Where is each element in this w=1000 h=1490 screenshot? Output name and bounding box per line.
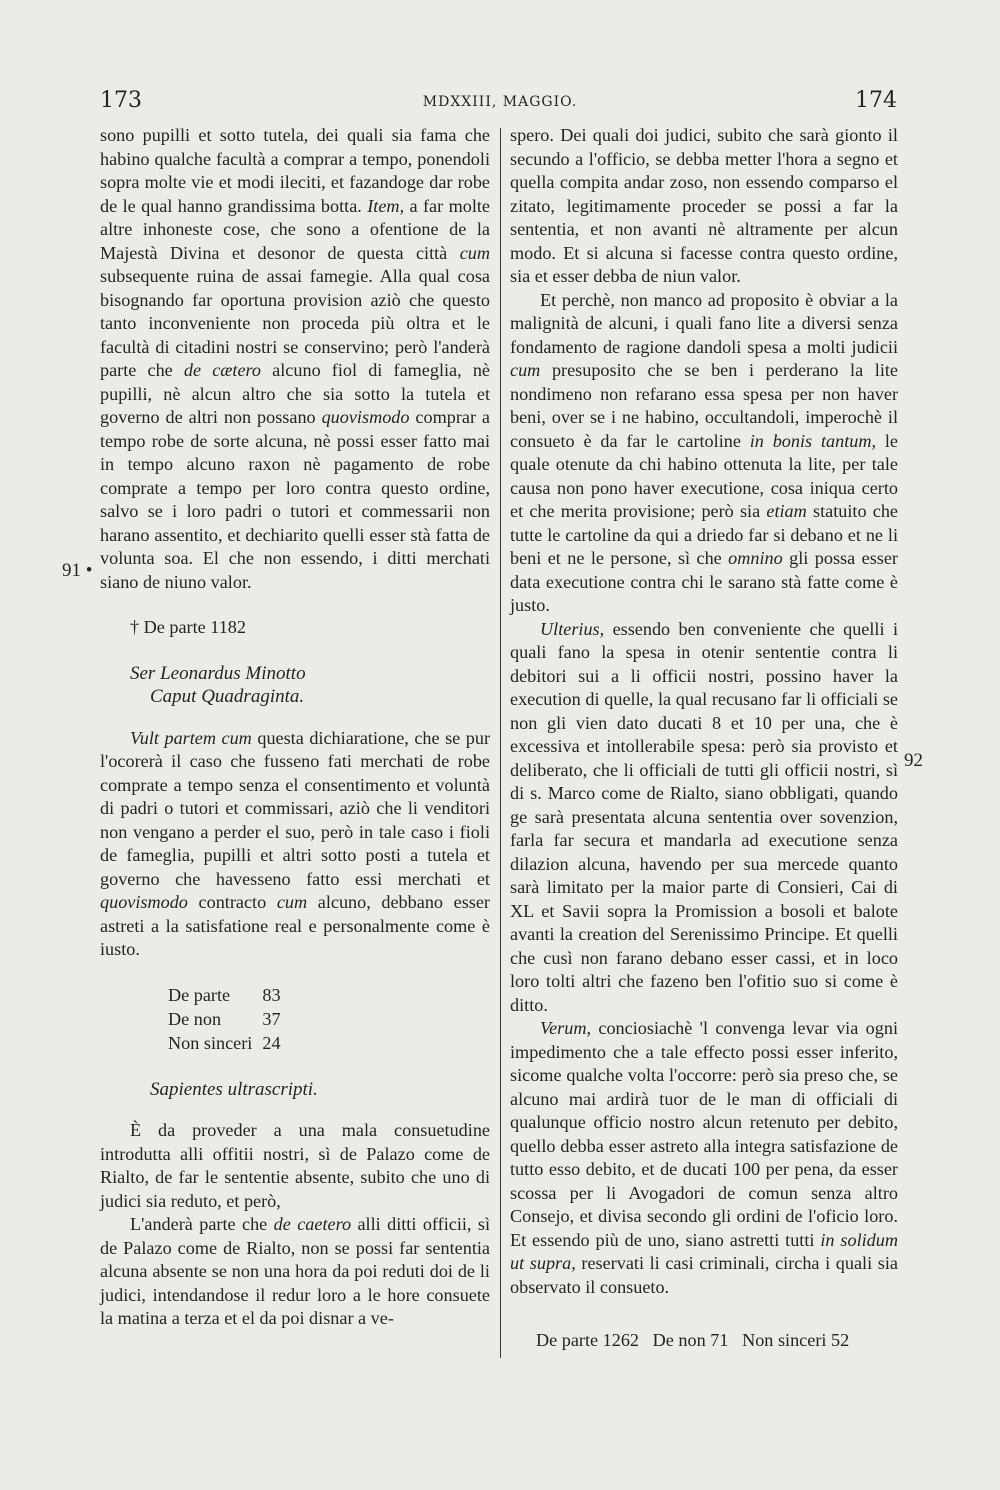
speaker-name: Ser Leonardus Minotto: [130, 662, 306, 684]
left-page-number: 173: [100, 88, 142, 113]
page-header: [0, 88, 1000, 118]
right-paragraph-3: Ulterius, essendo ben conveniente che quelli i quali fano la spesa in otenir sententie contra li debitori sui a li officii nostri, possino haver la execution di quelle, la qual recusano far li officiali se non gli vien dato ducati 8 et 10 per una, che è excessiva et intollerabile spesa: però sia provisto et deliberato, che li officiali de tutti gli officii nostri, sì di s. Marco come de Rialto, siano obbligati, quando ge sarà presentata alcuna sententia over sovenzion, farla far secura et mandarla ad executione senza dilazion alcuna, havendo per sua mercede quanto sarà limitato per la maior parte di Consieri, Cai di XL et Savii sopra la Promission a bosoli et balote avanti la creation del Serenissimo Principe. Et quelli che cusì non farano debano esser cassi, et in loco loro tolti altri che fazeno ben l'ofitio suo si come è ditto.: [510, 618, 898, 1015]
tally-label: Non sinceri: [168, 1032, 253, 1053]
margin-note-right: 92: [904, 750, 923, 771]
running-title: MDXXIII, MAGGIO.: [422, 94, 578, 110]
tally-row: [168, 1032, 281, 1056]
left-paragraph-4: L'anderà parte che de caetero alli ditti officii, sì de Palazo come de Rialto, non se possi far sententia alcuna absente se non una hora da poi reduti doi de li judici, intendandose il redur loro a le hore consuete la matina a terza et el da poi disnar a ve-: [100, 1214, 491, 1328]
tally-row: [168, 1008, 281, 1032]
tally-row: [168, 984, 281, 1008]
right-paragraph-4: Verum, conciosiachè 'l convenga levar via ogni impedimento che a tale effecto possi esser inferito, sicome qualche volta l'occorre: però sia preso che, se alcuno mai ardirà tuor de le man di officiali di qualunque officio nostro alcun retenuto per debito, quello debba esser astreto alla integra satisfazione de tutto esso debito, et de ducati 100 per pena, da esser scossa per li Avogadori de comun senza altro Consejo, et divisa secondo gli ordini de l'oficio loro. Et essendo più de uno, siano astretti tutti in solidum ut supra, reservati li casi criminali, circha i quali sia observato il consueto.: [510, 1018, 899, 1297]
right-paragraph-2: Et perchè, non manco ad proposito è obviar a la malignità de alcuni, i quali fano lite a diversi senza fondamento de ragione dandoli spesa a molti judicii cum presuposito che se ben i perderano la lite nondimeno non refarano essa spesa per non haver beni, over se i ne habino, occultandoli, imperochè il consueto è da far le cartoline in bonis tantum, le quale otenute da chi habino ottenuta la lite, per tale causa non pono haver executione, cosa iniqua certo et che merita provisione; però sia etiam statuito che tutte le cartoline da qui a driedo far si debano et ne li beni et ne le persone, sì che omnino gli possa esser data executione contra chi le sarano stà fatte come è justo.: [510, 289, 898, 615]
final-vote-tally: De parte 1262 De non 71 Non sinceri 52: [536, 1330, 850, 1350]
tally-label: De parte: [168, 984, 231, 1005]
column-divider: [500, 128, 501, 1358]
vote-de-parte-line: † De parte 1182: [130, 617, 246, 637]
right-page-number: 174: [855, 88, 897, 113]
vote-tally: [168, 984, 281, 1056]
right-paragraph-1: spero. Dei quali doi judici, subito che sarà gionto il secundo a l'officio, se debba metter l'hora a segno et quella compita andar zoso, non essendo comparso el zitato, legitimamente proceder se possi a far la sententia, et non avanti nè altramente per alcun modo. Et si alcuna si facesse contra questo ordine, sia et esser debba de niun valor.: [510, 125, 898, 286]
tally-value: 83: [262, 984, 281, 1005]
left-paragraph-3: È da proveder a una mala consuetudine introdutta alli offitii nostri, sì de Palazo come de Rialto, de far le sententie absente, subito che uno di judici sia reduto, et però,: [100, 1120, 490, 1211]
tally-label: De non: [168, 1008, 222, 1029]
tally-value: 24: [262, 1032, 281, 1053]
left-column: [100, 124, 490, 1331]
left-paragraph-1: sono pupilli et sotto tutela, dei quali sia fama che habino qualche facultà a comprar a tempo, ponendoli sopra molte vie et modi ileciti, et fazandoge dar robe de le qual hanno grandissima botta. Item, a far molte altre inhoneste cose, che sono a ofentione de la Majestà Divina et desonor de questa città cum subsequente ruina de assai famegie. Alla qual cosa bisognando far oportuna provision aziò che questo tanto inconveniente non proceda più oltra et le facultà di citadini nostri se conservino; però l'anderà parte che de cætero alcuno fiol di fameglia, nè pupilli, nè alcun altro che sia sotto la tutela et governo de altri non possano quovismodo comprar a tempo robe de sorte alcuna, nè possi esser fatto mai in tempo alcuno raxon nè pagamento de robe comprate a tempo per loro contra questo ordine, salvo se i loro padri o tutori et commessarii non harano assentito, et dechiarito quelli esser stà fatta de volunta soa. El che non essendo, i ditti merchati siano de niuno valor.: [100, 125, 491, 592]
speaker-role: Caput Quadraginta.: [150, 686, 305, 707]
sapientes-heading: Sapientes ultrascripti.: [150, 1078, 318, 1100]
right-column: [510, 124, 898, 1299]
tally-value: 37: [262, 1008, 281, 1029]
left-paragraph-2: Vult partem cum questa dichiaratione, che se pur l'ocorerà il caso che fusseno fati merchati de robe comprate a tempo senza el consentimento et voluntà di padri o tutori et commissari, aziò che li venditori non vengano a perder el suo, però in tale caso i fioli de fameglia, pupilli et altri sotto posti a tutela et governo che havesseno fatto essi merchati et quovismodo contracto cum alcuno, debbano esser astreti a la satisfatione real e personalmente come è iusto.: [100, 727, 490, 959]
margin-note-left: 91 •: [62, 560, 93, 581]
